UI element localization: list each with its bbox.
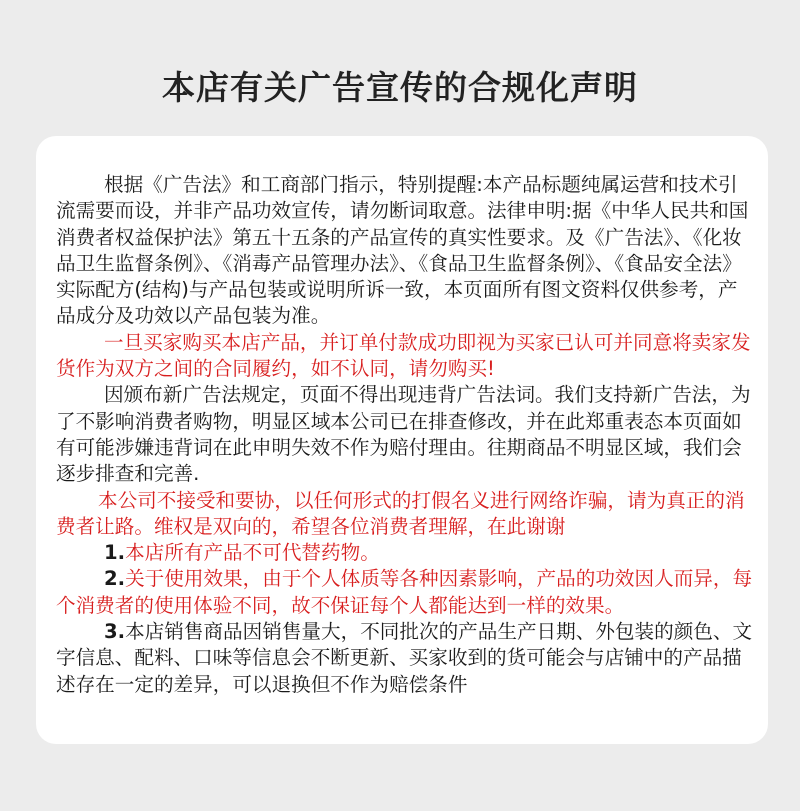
- list-item-1: [56, 540, 754, 566]
- list-item-text: 本店所有产品不可代替药物。: [125, 541, 380, 565]
- paragraph-purchase-agreement: 一旦买家购买本店产品，并订单付款成功即视为买家已认可并同意将卖家发货作为双方之间的合同履约，如不认同，请勿购买!: [56, 330, 751, 381]
- list-item-number: 1.: [104, 541, 126, 565]
- list-item-text: 关于使用效果，由于个人体质等各种因素影响，产品的功效因人而异，每个消费者的使用体验不同，故不保证每个人都能达到一样的效果。: [56, 567, 753, 617]
- list-item-2: [56, 566, 754, 619]
- paragraph-anti-fraud: 本公司不接受和要协，以任何形式的打假名义进行网络诈骗，请为真正的消费者让路。维权是双向的，希望各位消费者理解，在此谢谢: [56, 488, 745, 538]
- paragraph-legal-notice: 根据《广告法》和工商部门指示，特别提醒:本产品标题纯属运营和技术引流需要而设，并非产品功效宣传，请勿断词取意。法律申明:据《中华人民共和国消费者权益保护法》第五十五条的产品宣传的真实性要求。及《广告法》、《化妆品卫生监督条例》、《消毒产品管理办法》、《食品卫生监督条例》、《食品安全法》实际配方(结构)与产品包装或说明所诉一致，本页面所有图文资料仅供参考，产品成分及功效以产品包装为准。: [56, 173, 749, 328]
- statement-body: [56, 172, 754, 698]
- list-item-3: [56, 619, 754, 698]
- list-item-number: 3.: [104, 620, 126, 644]
- paragraph-new-ad-law: 因颁布新广告法规定，页面不得出现违背广告法词。我们支持新广告法，为了不影响消费者购物，明显区域本公司已在排查修改，并在此郑重表态本页面如有可能涉嫌违背词在此申明失效不作为赔付理由。往期商品不明显区域，我们会逐步排查和完善.: [56, 383, 751, 486]
- page-title: 本店有关广告宣传的合规化声明: [162, 68, 638, 107]
- list-item-number: 2.: [104, 567, 126, 591]
- list-item-text: 本店销售商品因销售量大，不同批次的产品生产日期、外包装的颜色、文字信息、配料、口味等信息会不断更新、买家收到的货可能会与店铺中的产品描述存在一定的差异，可以退换但不作为赔偿条件: [56, 620, 753, 696]
